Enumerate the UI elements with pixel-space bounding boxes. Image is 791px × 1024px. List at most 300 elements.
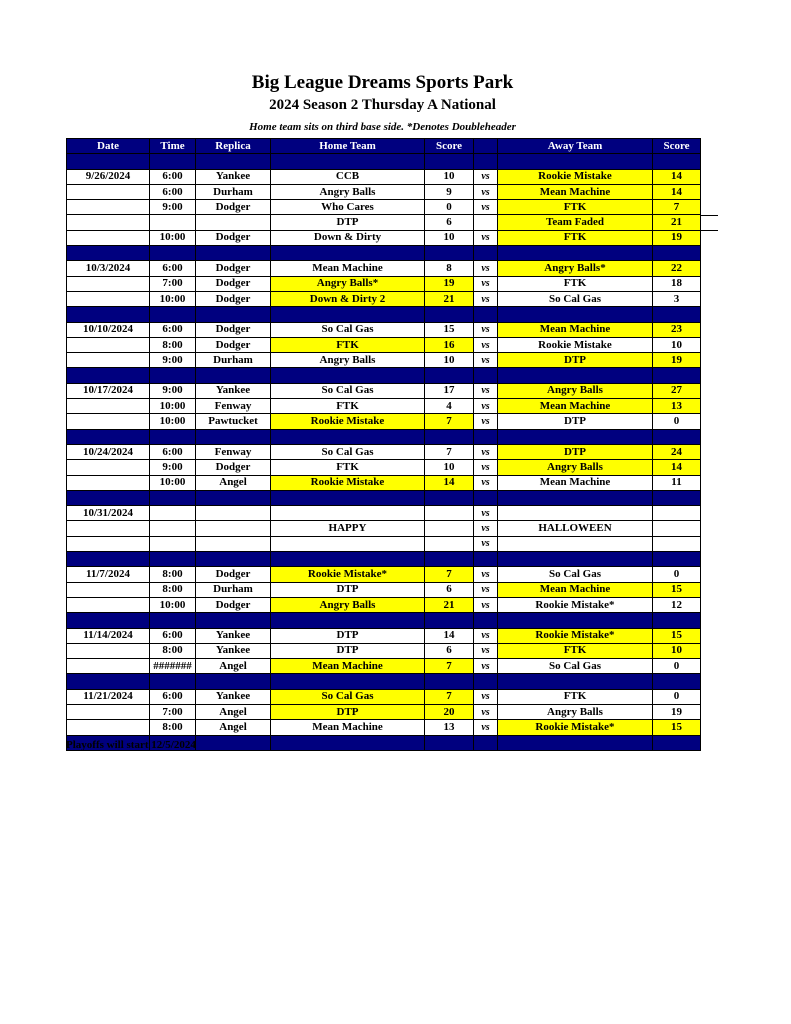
replica-field-cell: Durham <box>196 184 271 199</box>
away-score-cell: 15 <box>653 628 701 643</box>
home-score-cell: 10 <box>425 353 474 368</box>
week-separator-cell <box>196 307 271 322</box>
week-separator-cell <box>196 735 271 750</box>
replica-field-cell: Durham <box>196 353 271 368</box>
week-separator-cell <box>474 154 498 169</box>
game-row <box>67 353 701 368</box>
home-score-cell: 4 <box>425 399 474 414</box>
column-header-vs <box>474 139 498 154</box>
away-score-cell: 14 <box>653 169 701 184</box>
replica-field-cell: Dodger <box>196 276 271 291</box>
replica-field-cell: Yankee <box>196 689 271 704</box>
away-team-cell: Angry Balls* <box>498 261 653 276</box>
week-separator-cell <box>150 490 196 505</box>
week-separator-cell <box>425 429 474 444</box>
replica-field-cell: Dodger <box>196 230 271 245</box>
away-score-cell: 14 <box>653 460 701 475</box>
game-time-cell: 10:00 <box>150 597 196 612</box>
game-row <box>67 704 701 719</box>
game-date-cell <box>67 704 150 719</box>
week-separator-cell <box>271 613 425 628</box>
vs-label: vs <box>474 230 498 245</box>
game-row <box>67 322 701 337</box>
game-row <box>67 230 701 245</box>
home-team-cell: CCB <box>271 169 425 184</box>
away-team-cell: Rookie Mistake* <box>498 597 653 612</box>
week-separator-cell <box>271 246 425 261</box>
replica-field-cell <box>196 506 271 521</box>
replica-field-cell: Dodger <box>196 322 271 337</box>
game-date-cell <box>67 475 150 490</box>
home-team-cell: DTP <box>271 628 425 643</box>
game-date-cell <box>67 643 150 658</box>
week-separator-row <box>67 674 701 689</box>
game-time-cell: 6:00 <box>150 322 196 337</box>
replica-field-cell: Dodger <box>196 567 271 582</box>
schedule-table <box>66 138 701 751</box>
week-separator-cell <box>271 735 425 750</box>
playoffs-note: Playoffs will start 12/5/2024 <box>66 739 196 751</box>
week-separator-cell <box>425 613 474 628</box>
week-separator-cell <box>150 307 196 322</box>
week-separator-cell <box>474 552 498 567</box>
away-score-cell: 0 <box>653 659 701 674</box>
replica-field-cell <box>196 215 271 230</box>
week-separator-cell <box>67 429 150 444</box>
vs-label: vs <box>474 720 498 735</box>
home-score-cell: 20 <box>425 704 474 719</box>
home-team-cell <box>271 536 425 551</box>
week-separator-cell <box>474 674 498 689</box>
home-team-cell: Rookie Mistake* <box>271 567 425 582</box>
away-score-cell: 23 <box>653 322 701 337</box>
week-separator-cell <box>653 490 701 505</box>
game-row <box>67 689 701 704</box>
home-score-cell: 7 <box>425 659 474 674</box>
home-team-cell: Rookie Mistake <box>271 414 425 429</box>
vs-label: vs <box>474 628 498 643</box>
away-score-cell: 0 <box>653 689 701 704</box>
week-separator-cell <box>474 613 498 628</box>
week-separator-cell <box>67 246 150 261</box>
week-separator-row <box>67 429 701 444</box>
replica-field-cell: Yankee <box>196 383 271 398</box>
replica-field-cell: Dodger <box>196 261 271 276</box>
week-separator-cell <box>196 368 271 383</box>
game-time-cell <box>150 521 196 536</box>
game-date-cell <box>67 230 150 245</box>
week-separator-cell <box>498 368 653 383</box>
week-separator-cell <box>196 490 271 505</box>
week-separator-cell <box>425 552 474 567</box>
home-team-cell <box>271 506 425 521</box>
away-team-cell: DTP <box>498 414 653 429</box>
game-date-cell <box>67 582 150 597</box>
week-separator-cell <box>653 154 701 169</box>
home-team-cell: Down & Dirty <box>271 230 425 245</box>
game-date-cell <box>67 536 150 551</box>
away-team-cell: Mean Machine <box>498 475 653 490</box>
game-row <box>67 291 701 306</box>
replica-field-cell: Yankee <box>196 628 271 643</box>
away-team-cell <box>498 506 653 521</box>
away-score-cell <box>653 506 701 521</box>
replica-field-cell: Durham <box>196 582 271 597</box>
week-separator-row <box>67 368 701 383</box>
game-row <box>67 460 701 475</box>
week-separator-cell <box>271 368 425 383</box>
away-team-cell: FTK <box>498 276 653 291</box>
away-team-cell: Rookie Mistake <box>498 169 653 184</box>
away-team-cell: So Cal Gas <box>498 567 653 582</box>
week-separator-cell <box>425 154 474 169</box>
away-team-cell: FTK <box>498 200 653 215</box>
game-date-cell: 10/17/2024 <box>67 383 150 398</box>
home-score-cell: 15 <box>425 322 474 337</box>
vs-label: vs <box>474 567 498 582</box>
game-row <box>67 643 701 658</box>
game-time-cell: 8:00 <box>150 337 196 352</box>
home-score-cell: 16 <box>425 337 474 352</box>
home-score-cell: 21 <box>425 291 474 306</box>
week-separator-cell <box>653 246 701 261</box>
game-date-cell <box>67 200 150 215</box>
home-score-cell: 9 <box>425 184 474 199</box>
game-date-cell <box>67 720 150 735</box>
home-score-cell: 10 <box>425 460 474 475</box>
replica-field-cell <box>196 536 271 551</box>
replica-field-cell: Yankee <box>196 169 271 184</box>
away-score-cell: 7 <box>653 200 701 215</box>
home-team-cell: Angry Balls <box>271 184 425 199</box>
game-date-cell <box>67 184 150 199</box>
game-time-cell: 7:00 <box>150 704 196 719</box>
week-separator-cell <box>67 613 150 628</box>
game-row <box>67 444 701 459</box>
week-separator-cell <box>653 429 701 444</box>
week-separator-cell <box>150 246 196 261</box>
week-separator-cell <box>498 246 653 261</box>
week-separator-cell <box>498 552 653 567</box>
vs-label: vs <box>474 261 498 276</box>
home-team-cell: DTP <box>271 582 425 597</box>
vs-label: vs <box>474 383 498 398</box>
week-separator-row <box>67 613 701 628</box>
game-date-cell: 10/3/2024 <box>67 261 150 276</box>
column-header-time: Time <box>150 139 196 154</box>
week-separator-cell <box>474 429 498 444</box>
away-score-cell: 3 <box>653 291 701 306</box>
home-score-cell: 14 <box>425 628 474 643</box>
away-score-cell: 12 <box>653 597 701 612</box>
game-row <box>67 536 701 551</box>
vs-label: vs <box>474 521 498 536</box>
week-separator-cell <box>653 552 701 567</box>
week-separator-cell <box>271 307 425 322</box>
game-time-cell: 10:00 <box>150 291 196 306</box>
home-score-cell: 8 <box>425 261 474 276</box>
game-row <box>67 414 701 429</box>
game-row <box>67 506 701 521</box>
game-row <box>67 582 701 597</box>
away-team-cell: Angry Balls <box>498 704 653 719</box>
week-separator-cell <box>196 674 271 689</box>
home-team-cell: FTK <box>271 399 425 414</box>
week-separator-cell <box>150 674 196 689</box>
game-time-cell: 9:00 <box>150 353 196 368</box>
away-score-cell: 0 <box>653 567 701 582</box>
home-score-cell <box>425 536 474 551</box>
week-separator-cell <box>425 307 474 322</box>
week-separator-cell <box>474 307 498 322</box>
game-time-cell: 9:00 <box>150 200 196 215</box>
away-team-cell: Angry Balls <box>498 460 653 475</box>
vs-label: vs <box>474 169 498 184</box>
week-separator-cell <box>425 368 474 383</box>
home-team-cell: Mean Machine <box>271 659 425 674</box>
home-team-cell: Down & Dirty 2 <box>271 291 425 306</box>
home-score-cell: 10 <box>425 169 474 184</box>
week-separator-cell <box>425 490 474 505</box>
column-header-away-team: Away Team <box>498 139 653 154</box>
home-score-cell: 7 <box>425 444 474 459</box>
home-score-cell: 17 <box>425 383 474 398</box>
vs-label: vs <box>474 276 498 291</box>
home-team-cell: Mean Machine <box>271 261 425 276</box>
home-score-cell: 7 <box>425 414 474 429</box>
home-score-cell: 13 <box>425 720 474 735</box>
home-team-cell: Rookie Mistake <box>271 475 425 490</box>
game-date-cell: 11/21/2024 <box>67 689 150 704</box>
away-team-cell: Rookie Mistake <box>498 337 653 352</box>
game-row <box>67 383 701 398</box>
home-score-cell <box>425 521 474 536</box>
week-separator-cell <box>498 154 653 169</box>
home-team-cell: DTP <box>271 704 425 719</box>
game-time-cell: 6:00 <box>150 184 196 199</box>
vs-label <box>474 215 498 230</box>
week-separator-cell <box>271 490 425 505</box>
away-score-cell: 14 <box>653 184 701 199</box>
week-separator-cell <box>271 674 425 689</box>
away-team-cell: Rookie Mistake* <box>498 628 653 643</box>
game-row <box>67 720 701 735</box>
away-score-cell: 15 <box>653 720 701 735</box>
replica-field-cell: Dodger <box>196 337 271 352</box>
week-separator-cell <box>653 735 701 750</box>
game-date-cell <box>67 460 150 475</box>
vs-label: vs <box>474 444 498 459</box>
away-score-cell: 10 <box>653 643 701 658</box>
game-time-cell: 6:00 <box>150 169 196 184</box>
game-date-cell <box>67 215 150 230</box>
game-row <box>67 628 701 643</box>
week-separator-cell <box>150 552 196 567</box>
week-separator-cell <box>67 552 150 567</box>
game-time-cell <box>150 215 196 230</box>
away-score-cell <box>653 536 701 551</box>
away-score-cell: 19 <box>653 230 701 245</box>
game-row <box>67 659 701 674</box>
week-separator-cell <box>498 490 653 505</box>
away-score-cell: 0 <box>653 414 701 429</box>
vs-label: vs <box>474 659 498 674</box>
home-score-cell: 10 <box>425 230 474 245</box>
game-time-cell: 9:00 <box>150 383 196 398</box>
game-date-cell <box>67 291 150 306</box>
week-separator-cell <box>67 154 150 169</box>
week-separator-cell <box>425 674 474 689</box>
vs-label: vs <box>474 475 498 490</box>
week-separator-cell <box>196 429 271 444</box>
away-score-cell: 21 <box>653 215 701 230</box>
home-score-cell: 21 <box>425 597 474 612</box>
away-score-cell: 15 <box>653 582 701 597</box>
replica-field-cell: Angel <box>196 659 271 674</box>
game-time-cell <box>150 506 196 521</box>
away-team-cell: FTK <box>498 643 653 658</box>
week-separator-cell <box>67 368 150 383</box>
game-row <box>67 475 701 490</box>
away-score-cell: 11 <box>653 475 701 490</box>
home-team-cell: So Cal Gas <box>271 444 425 459</box>
week-separator-cell <box>67 674 150 689</box>
game-time-cell: 10:00 <box>150 475 196 490</box>
week-separator-row <box>67 307 701 322</box>
vs-label: vs <box>474 597 498 612</box>
week-separator-cell <box>498 613 653 628</box>
vs-label: vs <box>474 460 498 475</box>
column-header-away-score: Score <box>653 139 701 154</box>
game-row <box>67 337 701 352</box>
away-team-cell <box>498 536 653 551</box>
week-separator-cell <box>474 735 498 750</box>
vs-label: vs <box>474 291 498 306</box>
game-time-cell: 6:00 <box>150 261 196 276</box>
week-separator-cell <box>150 368 196 383</box>
replica-field-cell: Pawtucket <box>196 414 271 429</box>
home-team-cell: FTK <box>271 460 425 475</box>
column-header-home-team: Home Team <box>271 139 425 154</box>
home-score-cell: 6 <box>425 643 474 658</box>
week-separator-cell <box>150 154 196 169</box>
cell-border-stub <box>700 230 718 231</box>
column-header-date: Date <box>67 139 150 154</box>
game-time-cell <box>150 536 196 551</box>
week-separator-row <box>67 154 701 169</box>
vs-label: vs <box>474 399 498 414</box>
week-separator-cell <box>653 674 701 689</box>
game-row <box>67 169 701 184</box>
home-team-cell: Who Cares <box>271 200 425 215</box>
away-team-cell: Rookie Mistake* <box>498 720 653 735</box>
week-separator-cell <box>150 613 196 628</box>
vs-label: vs <box>474 414 498 429</box>
home-score-cell: 6 <box>425 582 474 597</box>
away-score-cell: 18 <box>653 276 701 291</box>
vs-label: vs <box>474 322 498 337</box>
week-separator-cell <box>271 552 425 567</box>
game-time-cell: 10:00 <box>150 414 196 429</box>
away-team-cell: DTP <box>498 444 653 459</box>
home-team-cell: FTK <box>271 337 425 352</box>
away-score-cell: 19 <box>653 353 701 368</box>
game-date-cell: 10/31/2024 <box>67 506 150 521</box>
home-score-cell <box>425 506 474 521</box>
home-score-cell: 6 <box>425 215 474 230</box>
away-team-cell: FTK <box>498 230 653 245</box>
away-score-cell <box>653 521 701 536</box>
game-time-cell: 6:00 <box>150 444 196 459</box>
week-separator-cell <box>474 246 498 261</box>
week-separator-cell <box>474 368 498 383</box>
game-date-cell: 9/26/2024 <box>67 169 150 184</box>
away-team-cell: Mean Machine <box>498 399 653 414</box>
home-score-cell: 7 <box>425 567 474 582</box>
home-score-cell: 0 <box>425 200 474 215</box>
game-date-cell <box>67 276 150 291</box>
away-score-cell: 22 <box>653 261 701 276</box>
schedule-body <box>67 154 701 751</box>
week-separator-cell <box>196 613 271 628</box>
game-time-cell: 6:00 <box>150 628 196 643</box>
column-header-replica: Replica <box>196 139 271 154</box>
replica-field-cell: Angel <box>196 475 271 490</box>
game-row <box>67 597 701 612</box>
vs-label: vs <box>474 200 498 215</box>
replica-field-cell: Angel <box>196 704 271 719</box>
week-separator-cell <box>474 490 498 505</box>
replica-field-cell: Yankee <box>196 643 271 658</box>
vs-label: vs <box>474 643 498 658</box>
vs-label: vs <box>474 184 498 199</box>
week-separator-row <box>67 552 701 567</box>
home-score-cell: 14 <box>425 475 474 490</box>
home-score-cell: 19 <box>425 276 474 291</box>
away-score-cell: 24 <box>653 444 701 459</box>
away-team-cell: Angry Balls <box>498 383 653 398</box>
game-time-cell: 8:00 <box>150 582 196 597</box>
game-date-cell <box>67 399 150 414</box>
game-date-cell <box>67 597 150 612</box>
page-title: Big League Dreams Sports Park <box>251 72 514 93</box>
game-time-cell: ####### <box>150 659 196 674</box>
week-separator-cell <box>653 368 701 383</box>
game-date-cell <box>67 337 150 352</box>
home-team-cell: So Cal Gas <box>271 689 425 704</box>
replica-field-cell: Fenway <box>196 444 271 459</box>
page-subtitle: 2024 Season 2 Thursday A National <box>269 97 496 113</box>
home-team-cell: HAPPY <box>271 521 425 536</box>
away-score-cell: 13 <box>653 399 701 414</box>
away-team-cell: FTK <box>498 689 653 704</box>
week-separator-cell <box>498 674 653 689</box>
game-time-cell: 8:00 <box>150 720 196 735</box>
week-separator-cell <box>271 429 425 444</box>
away-team-cell: Team Faded <box>498 215 653 230</box>
game-date-cell <box>67 521 150 536</box>
game-row <box>67 399 701 414</box>
game-time-cell: 7:00 <box>150 276 196 291</box>
game-date-cell: 10/10/2024 <box>67 322 150 337</box>
game-row <box>67 261 701 276</box>
replica-field-cell <box>196 521 271 536</box>
away-team-cell: DTP <box>498 353 653 368</box>
game-time-cell: 10:00 <box>150 399 196 414</box>
vs-label: vs <box>474 689 498 704</box>
week-separator-cell <box>425 735 474 750</box>
home-team-cell: Mean Machine <box>271 720 425 735</box>
